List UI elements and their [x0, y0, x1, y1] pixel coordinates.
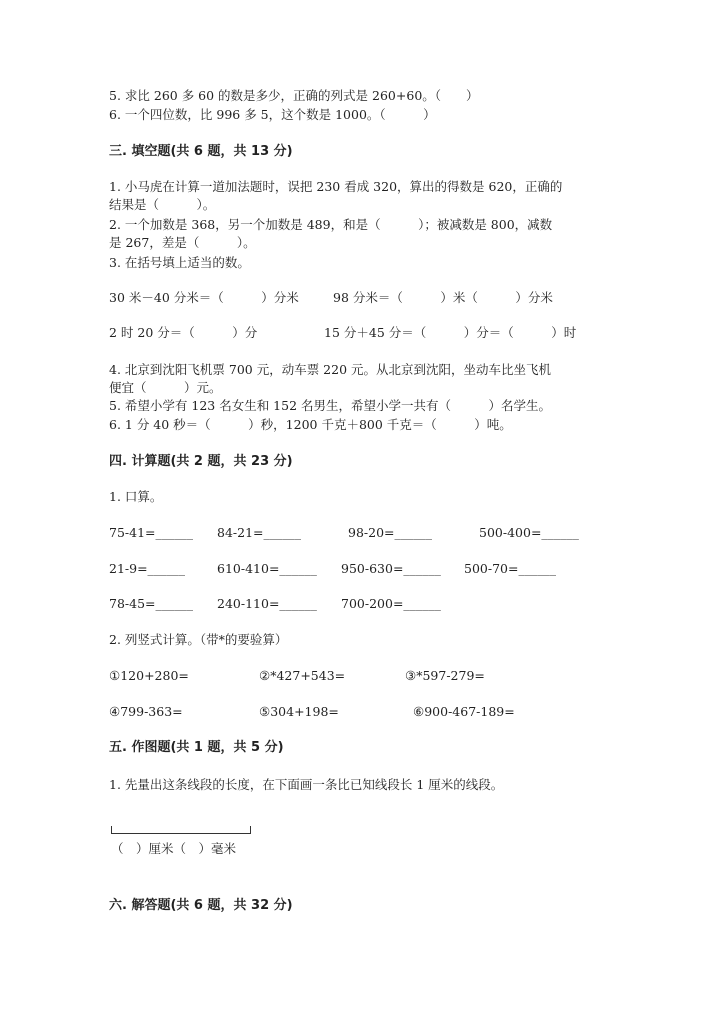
oral-item: 700-200=______ [341, 596, 441, 611]
fill-question-1-cont: 结果是（ ）。 [109, 197, 216, 212]
oral-calc-title: 1. 口算。 [109, 489, 163, 504]
vertical-item: ③*597-279= [405, 668, 485, 683]
vertical-item: ②*427+543= [259, 668, 346, 683]
fill-question-3: 3. 在括号填上适当的数。 [109, 255, 250, 270]
drawing-question-1: 1. 先量出这条线段的长度，在下面画一条比已知线段长 1 厘米的线段。 [109, 777, 504, 792]
fill-question-2-cont: 是 267，差是（ ）。 [109, 235, 256, 250]
line-segment [111, 826, 251, 834]
section-4-heading: 四. 计算题(共 2 题，共 23 分) [109, 454, 293, 469]
oral-item: 21-9=______ [109, 561, 186, 576]
oral-item: 500-70=______ [464, 561, 556, 576]
vertical-item: ⑤304+198= [259, 704, 339, 719]
vertical-item: ⑥900-467-189= [413, 704, 515, 719]
section-5-heading: 五. 作图题(共 1 题，共 5 分) [109, 740, 284, 755]
oral-item: 98-20=______ [348, 525, 433, 540]
vertical-calc-title: 2. 列竖式计算。（带*的要验算） [109, 632, 288, 647]
conversion-item: 15 分＋45 分＝（ ）分＝（ ）时 [324, 325, 577, 340]
fill-question-2: 2. 一个加数是 368，另一个加数是 489，和是（ ）；被减数是 800，减数 [109, 217, 553, 232]
fill-question-4: 4. 北京到沈阳飞机票 700 元，动车票 220 元。从北京到沈阳，坐动车比坐飞机 [109, 362, 552, 377]
conversion-item: 2 时 20 分＝（ ）分 [109, 325, 258, 340]
conversion-item: 30 米－40 分米＝（ ）分米 [109, 290, 299, 305]
fill-question-6: 6. 1 分 40 秒＝（ ）秒，1200 千克＋800 千克＝（ ）吨。 [109, 417, 512, 432]
conversion-item: 98 分米＝（ ）米（ ）分米 [333, 290, 553, 305]
oral-item: 610-410=______ [217, 561, 317, 576]
judge-question-6: 6. 一个四位数，比 996 多 5，这个数是 1000。（ ） [109, 107, 436, 122]
fill-question-1: 1. 小马虎在计算一道加法题时，误把 230 看成 320，算出的得数是 620，正确的 [109, 179, 563, 194]
oral-item: 950-630=______ [341, 561, 441, 576]
vertical-item: ④799-363= [109, 704, 183, 719]
judge-question-5: 5. 求比 260 多 60 的数是多少，正确的列式是 260+60。（ ） [109, 88, 479, 103]
vertical-item: ①120+280= [109, 668, 189, 683]
oral-item: 75-41=______ [109, 525, 194, 540]
oral-item: 500-400=______ [479, 525, 579, 540]
oral-item: 78-45=______ [109, 596, 194, 611]
fill-question-5: 5. 希望小学有 123 名女生和 152 名男生，希望小学一共有（ ）名学生。 [109, 398, 552, 413]
fill-question-4-cont: 便宜（ ）元。 [109, 380, 222, 395]
oral-item: 84-21=______ [217, 525, 302, 540]
section-6-heading: 六. 解答题(共 6 题，共 32 分) [109, 898, 293, 913]
section-3-heading: 三. 填空题(共 6 题，共 13 分) [109, 144, 293, 159]
oral-item: 240-110=______ [217, 596, 317, 611]
measure-answer: （ ）厘米（ ）毫米 [111, 841, 237, 856]
